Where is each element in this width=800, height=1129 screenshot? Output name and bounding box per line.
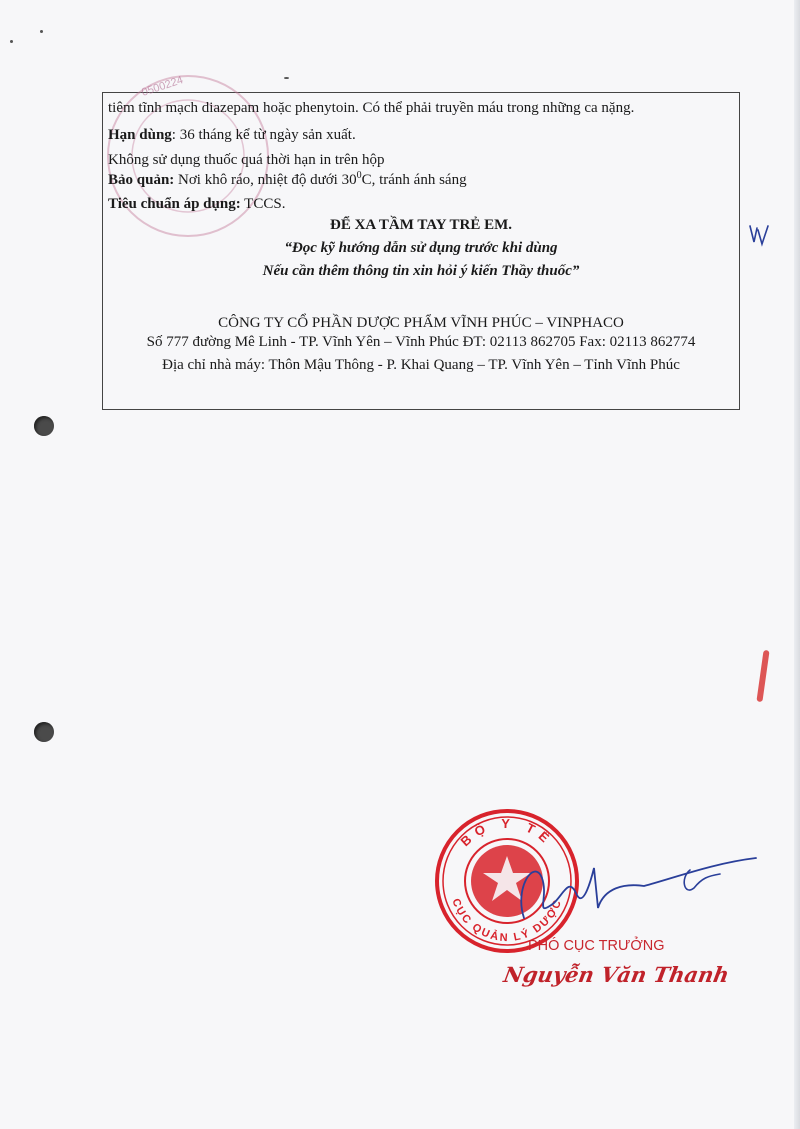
storage-text-end: C, tránh ánh sáng <box>361 172 467 188</box>
storage-degree: 0 <box>356 170 362 181</box>
standard-text: TCCS. <box>240 196 286 212</box>
seal-ring-text: CỤC QUẢN LÝ DƯỢC <box>449 896 565 945</box>
punch-hole-bottom <box>34 722 54 742</box>
storage-text: Nơi khô ráo, nhiệt độ dưới 30 <box>174 172 357 188</box>
instruction-quote-1: “Đọc kỹ hướng dẫn sử dụng trước khi dùng <box>284 240 558 256</box>
speck <box>10 40 13 43</box>
seal-top-text: BỘ Y TẾ <box>457 815 557 850</box>
standard-label: Tiêu chuẩn áp dụng: <box>108 196 241 212</box>
speck <box>40 30 43 33</box>
expiry-label: Hạn dùng <box>108 127 172 143</box>
signer-name: Nguyễn Văn Thanh <box>501 962 732 987</box>
stamp-number: 0500224 <box>140 74 185 99</box>
company-name: CÔNG TY CỔ PHẦN DƯỢC PHẨM VĨNH PHÚC – VINPHACO <box>218 315 624 331</box>
punch-hole-top <box>34 416 54 436</box>
page-edge <box>794 0 800 1129</box>
signature <box>494 848 764 938</box>
factory-address: Địa chỉ nhà máy: Thôn Mậu Thông - P. Khai Quang – TP. Vĩnh Yên – Tỉnh Vĩnh Phúc <box>162 357 680 373</box>
text-line-no-use <box>108 152 384 169</box>
text-line-treatment <box>108 100 634 117</box>
instruction-quote-2: Nếu cần thêm thông tin xin hỏi ý kiến Thầy thuốc” <box>262 263 580 279</box>
expiry-text: : 36 tháng kể từ ngày sản xuất. <box>171 127 356 143</box>
handwritten-initial <box>748 222 772 248</box>
treatment-text: tiêm tĩnh mạch diazepam hoặc phenytoin. Có thể phải truyền máu trong những ca nặng. <box>108 100 635 116</box>
text-line-storage <box>108 170 467 189</box>
signer-title: PHÓ CỤC TRƯỞNG <box>528 938 665 954</box>
text-line-standard <box>108 196 285 213</box>
storage-label: Bảo quản: <box>108 172 175 188</box>
text-line-expiry <box>108 127 356 144</box>
no-use-text: Không sử dụng thuốc quá thời hạn in trên hộp <box>108 152 385 168</box>
warning-heading: ĐỂ XA TẦM TAY TRẺ EM. <box>330 217 512 233</box>
speck <box>284 77 289 79</box>
red-ink-mark <box>756 650 769 702</box>
company-address: Số 777 đường Mê Linh - TP. Vĩnh Yên – Vĩnh Phúc ĐT: 02113 862705 Fax: 02113 862774 <box>146 334 696 350</box>
